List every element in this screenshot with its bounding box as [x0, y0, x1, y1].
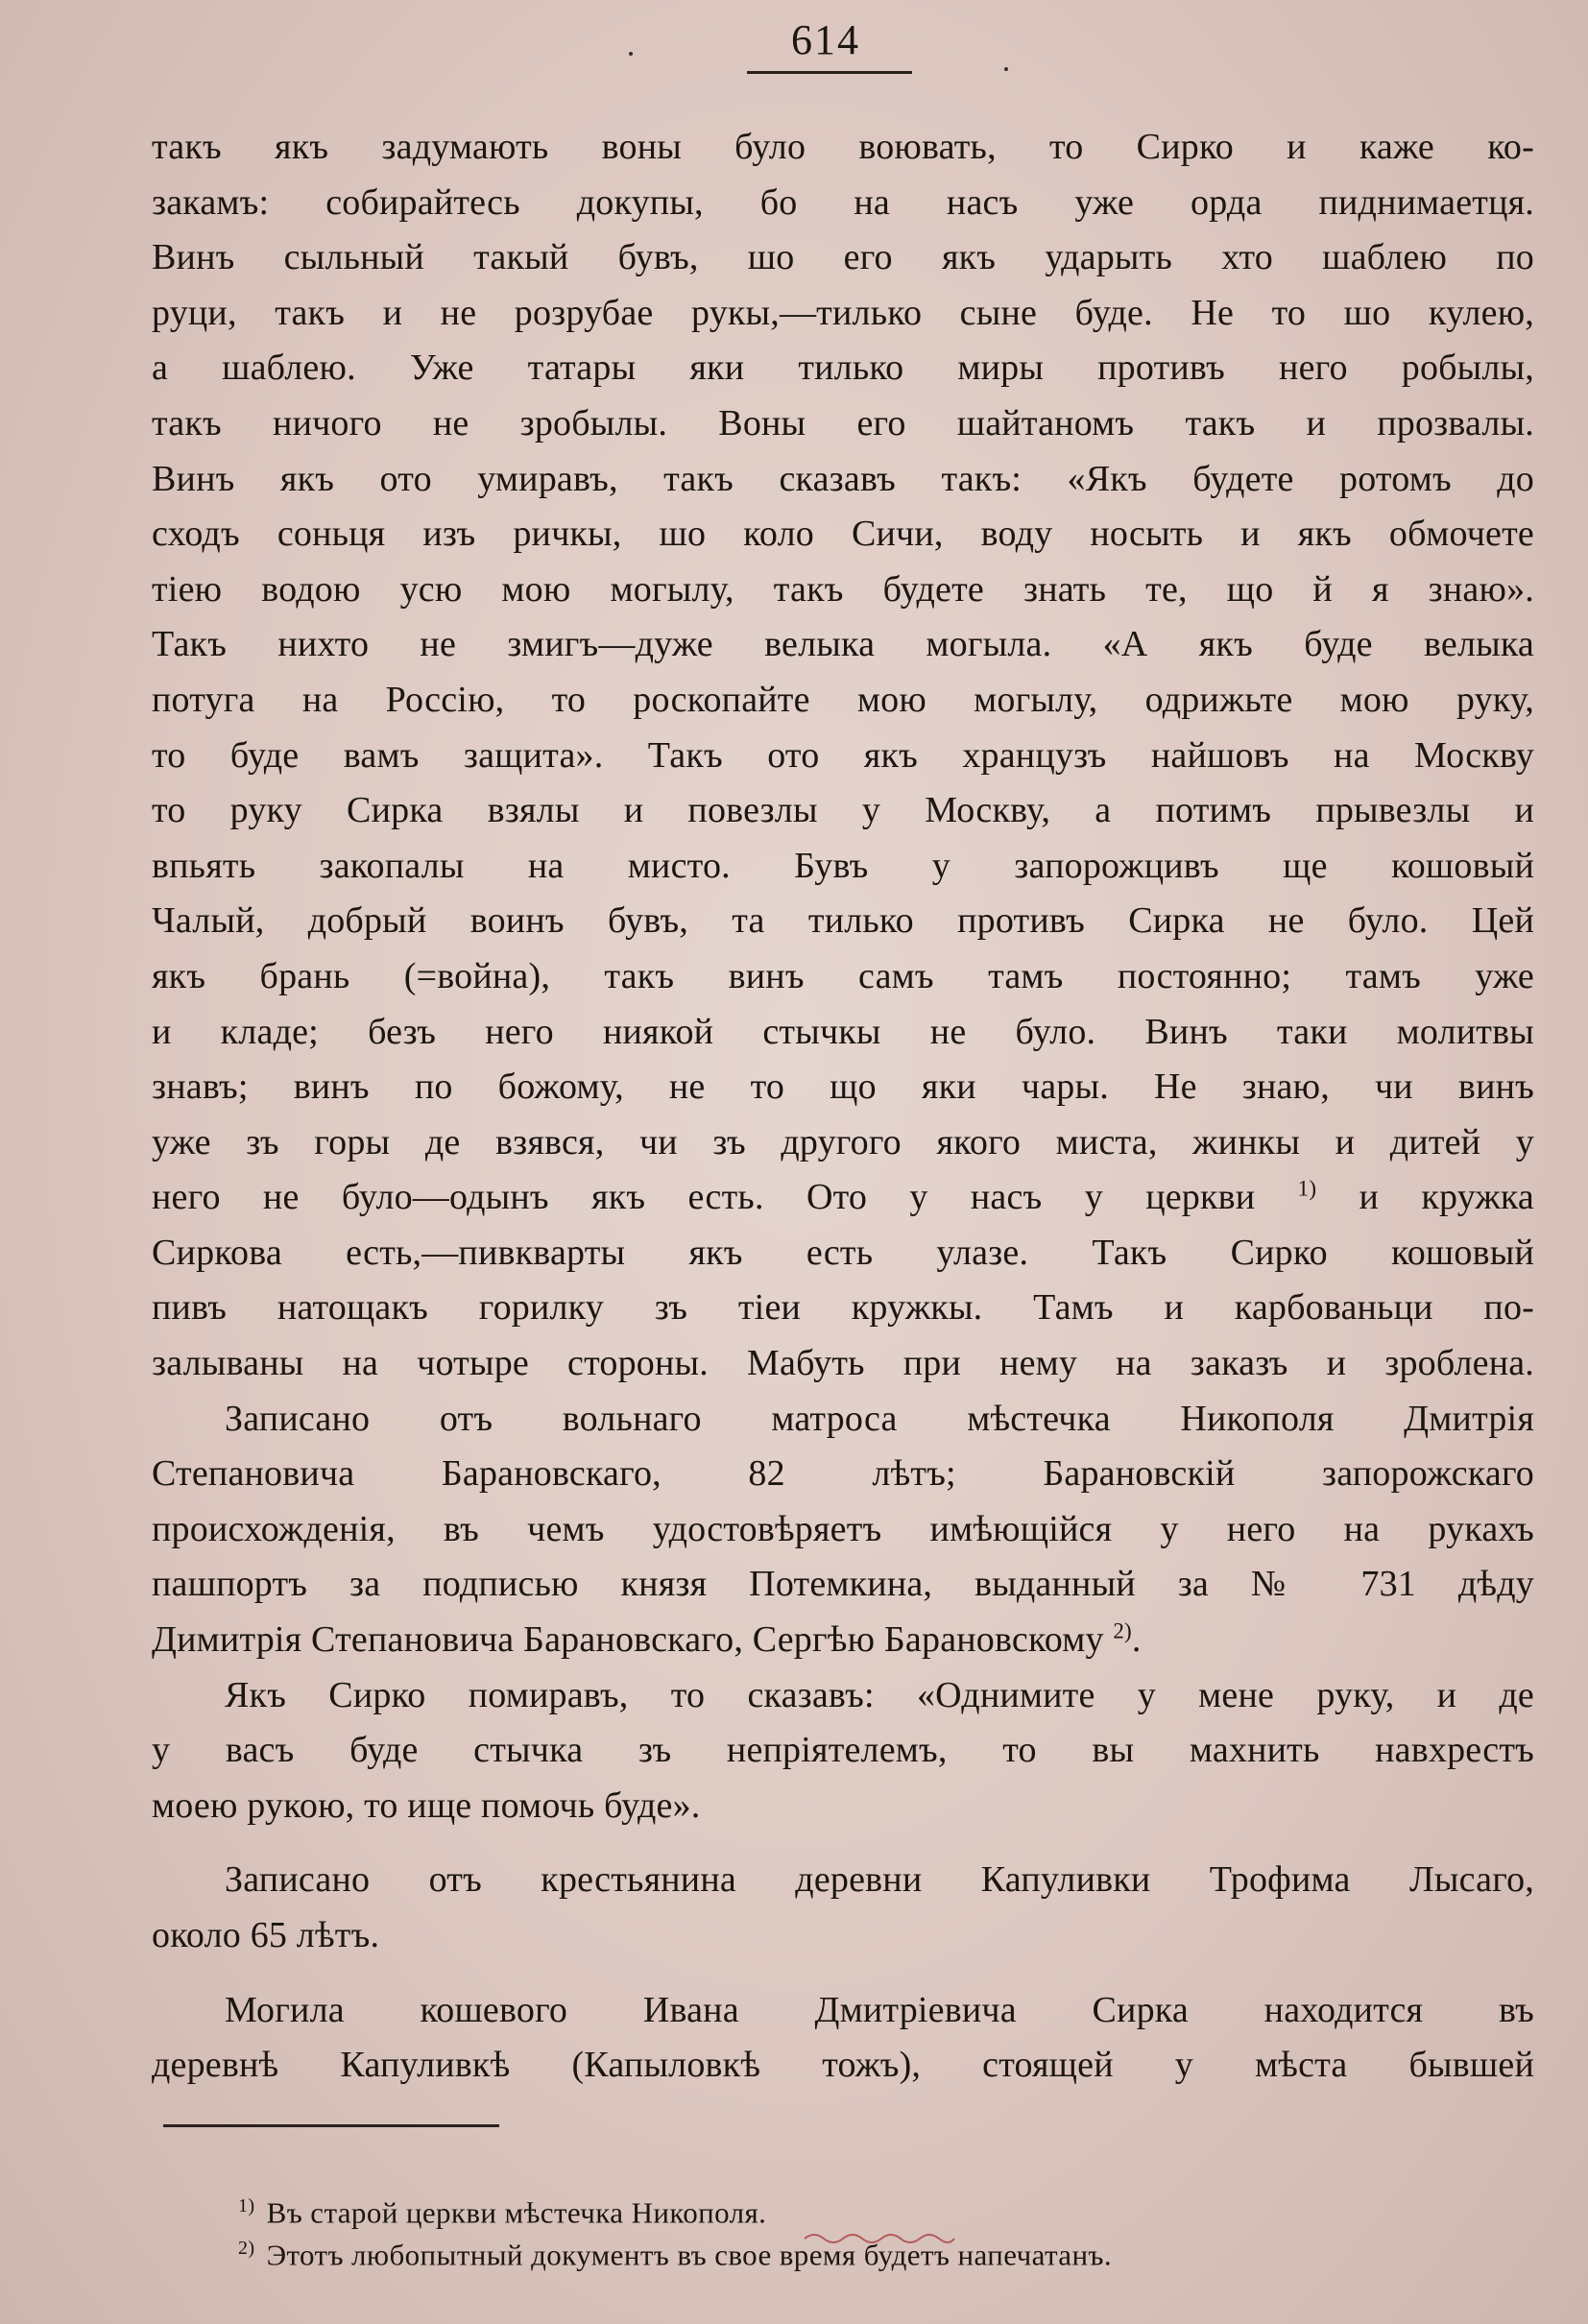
text-line: Винъ якъ ото умиравъ, такъ сказавъ такъ: «Якъ будете ротомъ до — [152, 458, 1534, 499]
text-line: Степановича Барановскаго, 82 лѣтъ; Барановскiй запорожскаго — [152, 1453, 1534, 1495]
text-line: якъ брань (=война), такъ винъ самъ тамъ постоянно; тамъ уже — [152, 955, 1534, 996]
text-line: Записано отъ вольнаго матроса мѣстечка Никополя Дмитрiя — [225, 1398, 1534, 1439]
text-line: Сиркова есть,—пивкварты якъ есть улазе. Такъ Сирко кошовый — [152, 1232, 1534, 1273]
page-number-underline — [747, 71, 912, 74]
paragraph-4 — [152, 1853, 1534, 1963]
text-line: такъ ничого не зробылы. Воны его шайтаномъ такъ и прозвалы. — [152, 402, 1534, 443]
text-line: знавъ; винъ по божому, не то що яки чары. Не знаю, чи винъ — [152, 1066, 1534, 1108]
page-number: 614 — [791, 16, 860, 63]
text-span: и кружка — [1359, 1177, 1534, 1218]
text-line: то руку Сирка взялы и повезлы у Москву, а потимъ прывезлы и — [152, 790, 1534, 831]
text-line: Такъ нихто не змигъ—дуже велыка могыла. «А якъ буде велыка — [152, 624, 1534, 665]
text-line: у васъ буде стычка зъ непрiятелемъ, то вы махнить навхрестъ — [152, 1730, 1534, 1771]
text-line: около 65 лѣтъ. — [152, 1915, 380, 1955]
text-line: а шаблею. Уже татары яки тилько миры противъ него робылы, — [152, 347, 1534, 389]
footnote-mark: 1) — [238, 2195, 255, 2216]
paragraph-5 — [152, 1983, 1534, 2094]
text-line: Якъ Сирко помиравъ, то сказавъ: «Однимите у мене руку, и де — [225, 1674, 1534, 1715]
text-line: тiею водою усю мою могылу, такъ будете знать те, що й я знаю». — [152, 568, 1534, 610]
text-line: Винъ сыльный такый бувъ, шо его якъ ударыть хто шаблею по — [152, 237, 1534, 278]
text-line: впьять закопалы на мисто. Бувъ у запорожцивъ ще кошовый — [152, 845, 1534, 886]
speck-mark — [1004, 67, 1008, 71]
text-line: сходъ соньця изъ ричкы, шо коло Сичи, воду носыть и якъ обмочете — [152, 514, 1534, 555]
text-line: Могила кошевого Ивана Дмитрiевича Сирка находится въ — [225, 1989, 1534, 2030]
paragraph-1 — [152, 120, 1534, 1392]
footnote-separator — [163, 2124, 499, 2127]
footnote-reference-2: 2) — [1113, 1618, 1132, 1643]
paragraph-gap — [152, 1964, 1534, 1983]
text-span: . — [1131, 1619, 1142, 1661]
footnote-1 — [238, 2185, 1486, 2230]
text-line: пашпортъ за подписью князя Потемкина, выданный за № 731 дѣду — [152, 1564, 1534, 1605]
footnotes — [238, 2185, 1486, 2272]
text-line: моею рукою, то ище помочь буде». — [152, 1785, 701, 1826]
text-line-with-footnote-ref — [152, 1613, 1534, 1668]
speck-mark — [629, 52, 633, 56]
text-line: потуга на Россiю, то роскопайте мою могылу, одрижьте мою руку, — [152, 679, 1534, 720]
text-line: Чалый, добрый воинъ бувъ, та тилько противъ Сирка не було. Цей — [152, 900, 1534, 942]
text-line: Записано отъ крестьянина деревни Капуливки Трофима Лысаго, — [225, 1859, 1534, 1901]
footnote-reference-1: 1) — [1297, 1176, 1317, 1201]
footnote-mark: 2) — [238, 2238, 255, 2259]
text-line: деревнѣ Капуливкѣ (Капыловкѣ тожъ), стоящей у мѣста бывшей — [152, 2045, 1534, 2086]
main-text — [152, 120, 1534, 2094]
text-line: залываны на чотыре стороны. Мабуть при нему на заказъ и зроблена. — [152, 1343, 1534, 1384]
text-span: него не було—одынъ якъ есть. Ото у насъ у церкви — [152, 1177, 1256, 1218]
pencil-underline-mark — [803, 2229, 956, 2246]
text-span: Димитрiя Степановича Барановскаго, Сергѣю Барановскому — [152, 1619, 1104, 1661]
text-line: пивъ натощакъ горилку зъ тiеи кружкы. Тамъ и карбованьци по- — [152, 1287, 1534, 1329]
text-line: закамъ: собирайтесь докупы, бо на насъ уже орда пиднимаетця. — [152, 181, 1534, 223]
paragraph-3 — [152, 1668, 1534, 1834]
paragraph-2 — [152, 1392, 1534, 1668]
page-number-container — [739, 13, 912, 67]
text-line-with-footnote-ref — [152, 1170, 1534, 1226]
text-line: происхожденiя, въ чемъ удостовѣряетъ имѣющiйся у него на рукахъ — [152, 1508, 1534, 1549]
text-line: такъ якъ задумають воны було воювать, то Сирко и каже ко- — [152, 127, 1534, 167]
text-line: и кладе; безъ него ниякой стычкы не було. Винъ таки молитвы — [152, 1011, 1534, 1052]
text-line: уже зъ горы де взявся, чи зъ другого якого миста, жинкы и дитей у — [152, 1121, 1534, 1162]
text-line: то буде вамъ защита». Такъ ото якъ хранцузъ найшовъ на Москву — [152, 734, 1534, 776]
footnote-text: Этотъ любопытный документъ въ свое время будетъ напечатанъ. — [266, 2238, 1113, 2272]
paragraph-gap — [152, 1833, 1534, 1853]
footnote-text: Въ старой церкви мѣстечка Никополя. — [266, 2195, 767, 2230]
text-line: руци, такъ и не розрубае рукы,—тилько сыне буде. Не то шо кулею, — [152, 292, 1534, 333]
